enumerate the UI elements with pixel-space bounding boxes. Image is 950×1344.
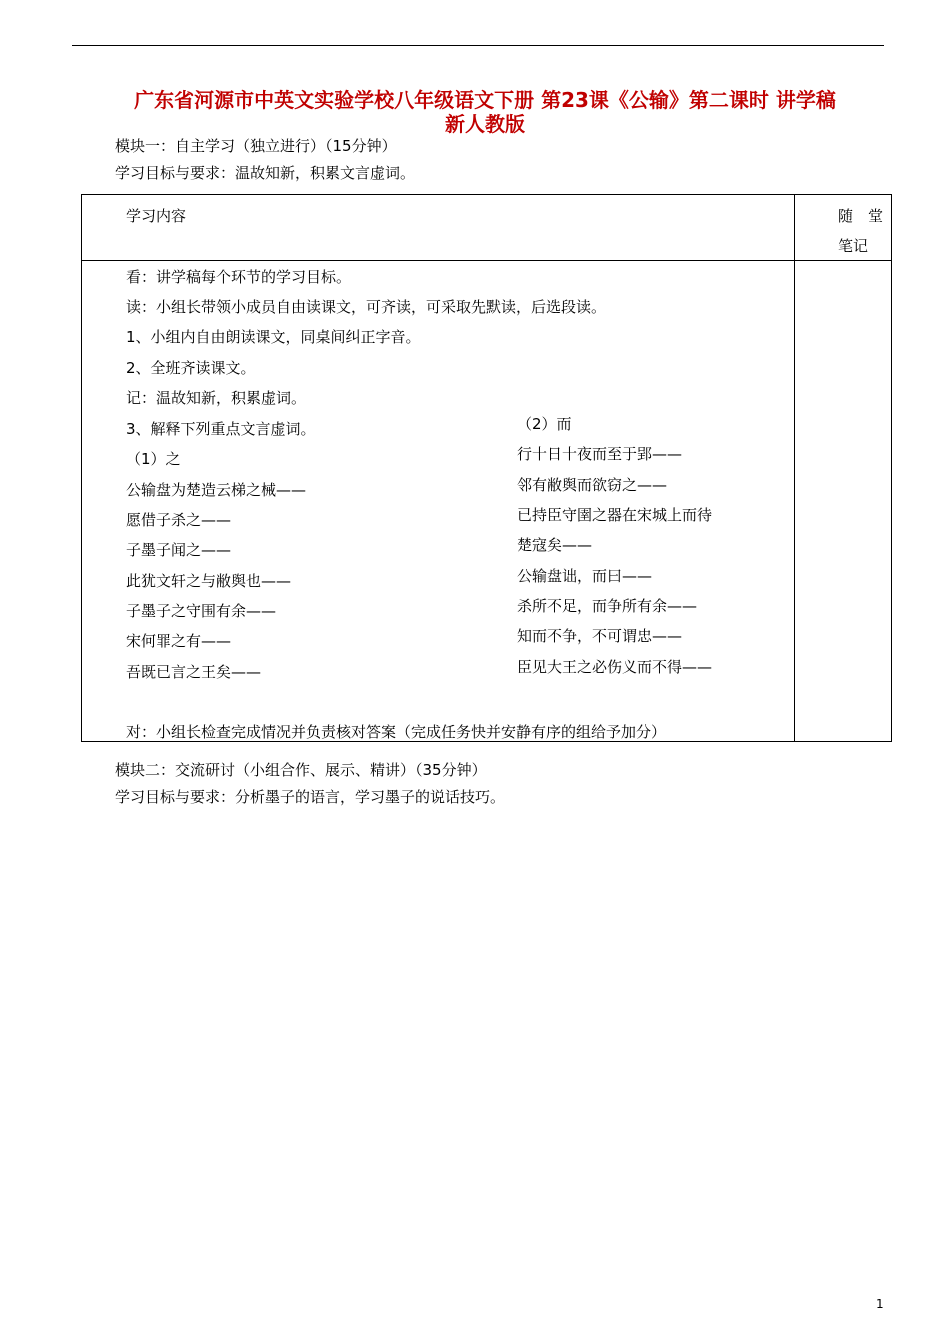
instruction-line: 记：温故知新，积累虚词。 <box>126 389 307 407</box>
instruction-line: 1、小组内自由朗读课文，同桌间纠正字音。 <box>126 328 421 346</box>
instruction-line: 3、解释下列重点文言虚词。 <box>126 420 316 438</box>
header-divider <box>82 260 891 261</box>
left-item: 子墨子之守围有余—— <box>126 602 277 620</box>
title-line-1: 广东省河源市中英文实验学校八年级语文下册 第23课《公输》第二课时 讲学稿 <box>134 88 836 112</box>
header-notes-label-1: 随 堂 <box>838 207 884 225</box>
left-item: 吾既已言之王矣—— <box>126 663 262 681</box>
check-instruction: 对：小组长检查完成情况并负责核对答案（完成任务快并安静有序的组给予加分） <box>126 723 667 741</box>
left-item: 公输盘为楚造云梯之械—— <box>126 481 307 499</box>
module1-heading: 模块一：自主学习（独立进行）（15分钟） <box>115 137 397 155</box>
right-item: 公输盘诎，而曰—— <box>517 567 653 585</box>
column-divider <box>794 195 795 741</box>
study-table <box>81 194 892 742</box>
header-notes-label-2: 笔记 <box>838 237 869 255</box>
right-item: 臣见大王之必伤义而不得—— <box>517 658 713 676</box>
module1-goal: 学习目标与要求：温故知新，积累文言虚词。 <box>115 164 416 182</box>
right-item: 行十日十夜而至于郢—— <box>517 445 683 463</box>
document-title <box>60 88 910 136</box>
left-item: 愿借子杀之—— <box>126 511 232 529</box>
right-item: 知而不争，不可谓忠—— <box>517 627 683 645</box>
header-rule <box>72 45 884 46</box>
instruction-line: 读：小组长带领小成员自由读课文，可齐读，可采取先默读，后选段读。 <box>126 298 607 316</box>
module2-goal: 学习目标与要求：分析墨子的语言，学习墨子的说话技巧。 <box>115 788 506 806</box>
left-item: 此犹文轩之与敝舆也—— <box>126 572 292 590</box>
right-item: 邻有敝舆而欲窃之—— <box>517 476 668 494</box>
title-line-2: 新人教版 <box>445 112 525 136</box>
right-item: 已持臣守圉之器在宋城上而待 <box>517 506 713 524</box>
left-item: 子墨子闻之—— <box>126 541 232 559</box>
module2-heading: 模块二：交流研讨（小组合作、展示、精讲）（35分钟） <box>115 761 487 779</box>
right-column-heading: （2）而 <box>517 415 572 433</box>
instruction-line: 看：讲学稿每个环节的学习目标。 <box>126 268 352 286</box>
left-column-heading: （1）之 <box>126 450 181 468</box>
right-item: 杀所不足，而争所有余—— <box>517 597 698 615</box>
right-item: 楚寇矣—— <box>517 536 593 554</box>
header-content-label: 学习内容 <box>126 207 187 225</box>
left-item: 宋何罪之有—— <box>126 632 232 650</box>
instruction-line: 2、全班齐读课文。 <box>126 359 256 377</box>
page-number: 1 <box>876 1297 884 1311</box>
